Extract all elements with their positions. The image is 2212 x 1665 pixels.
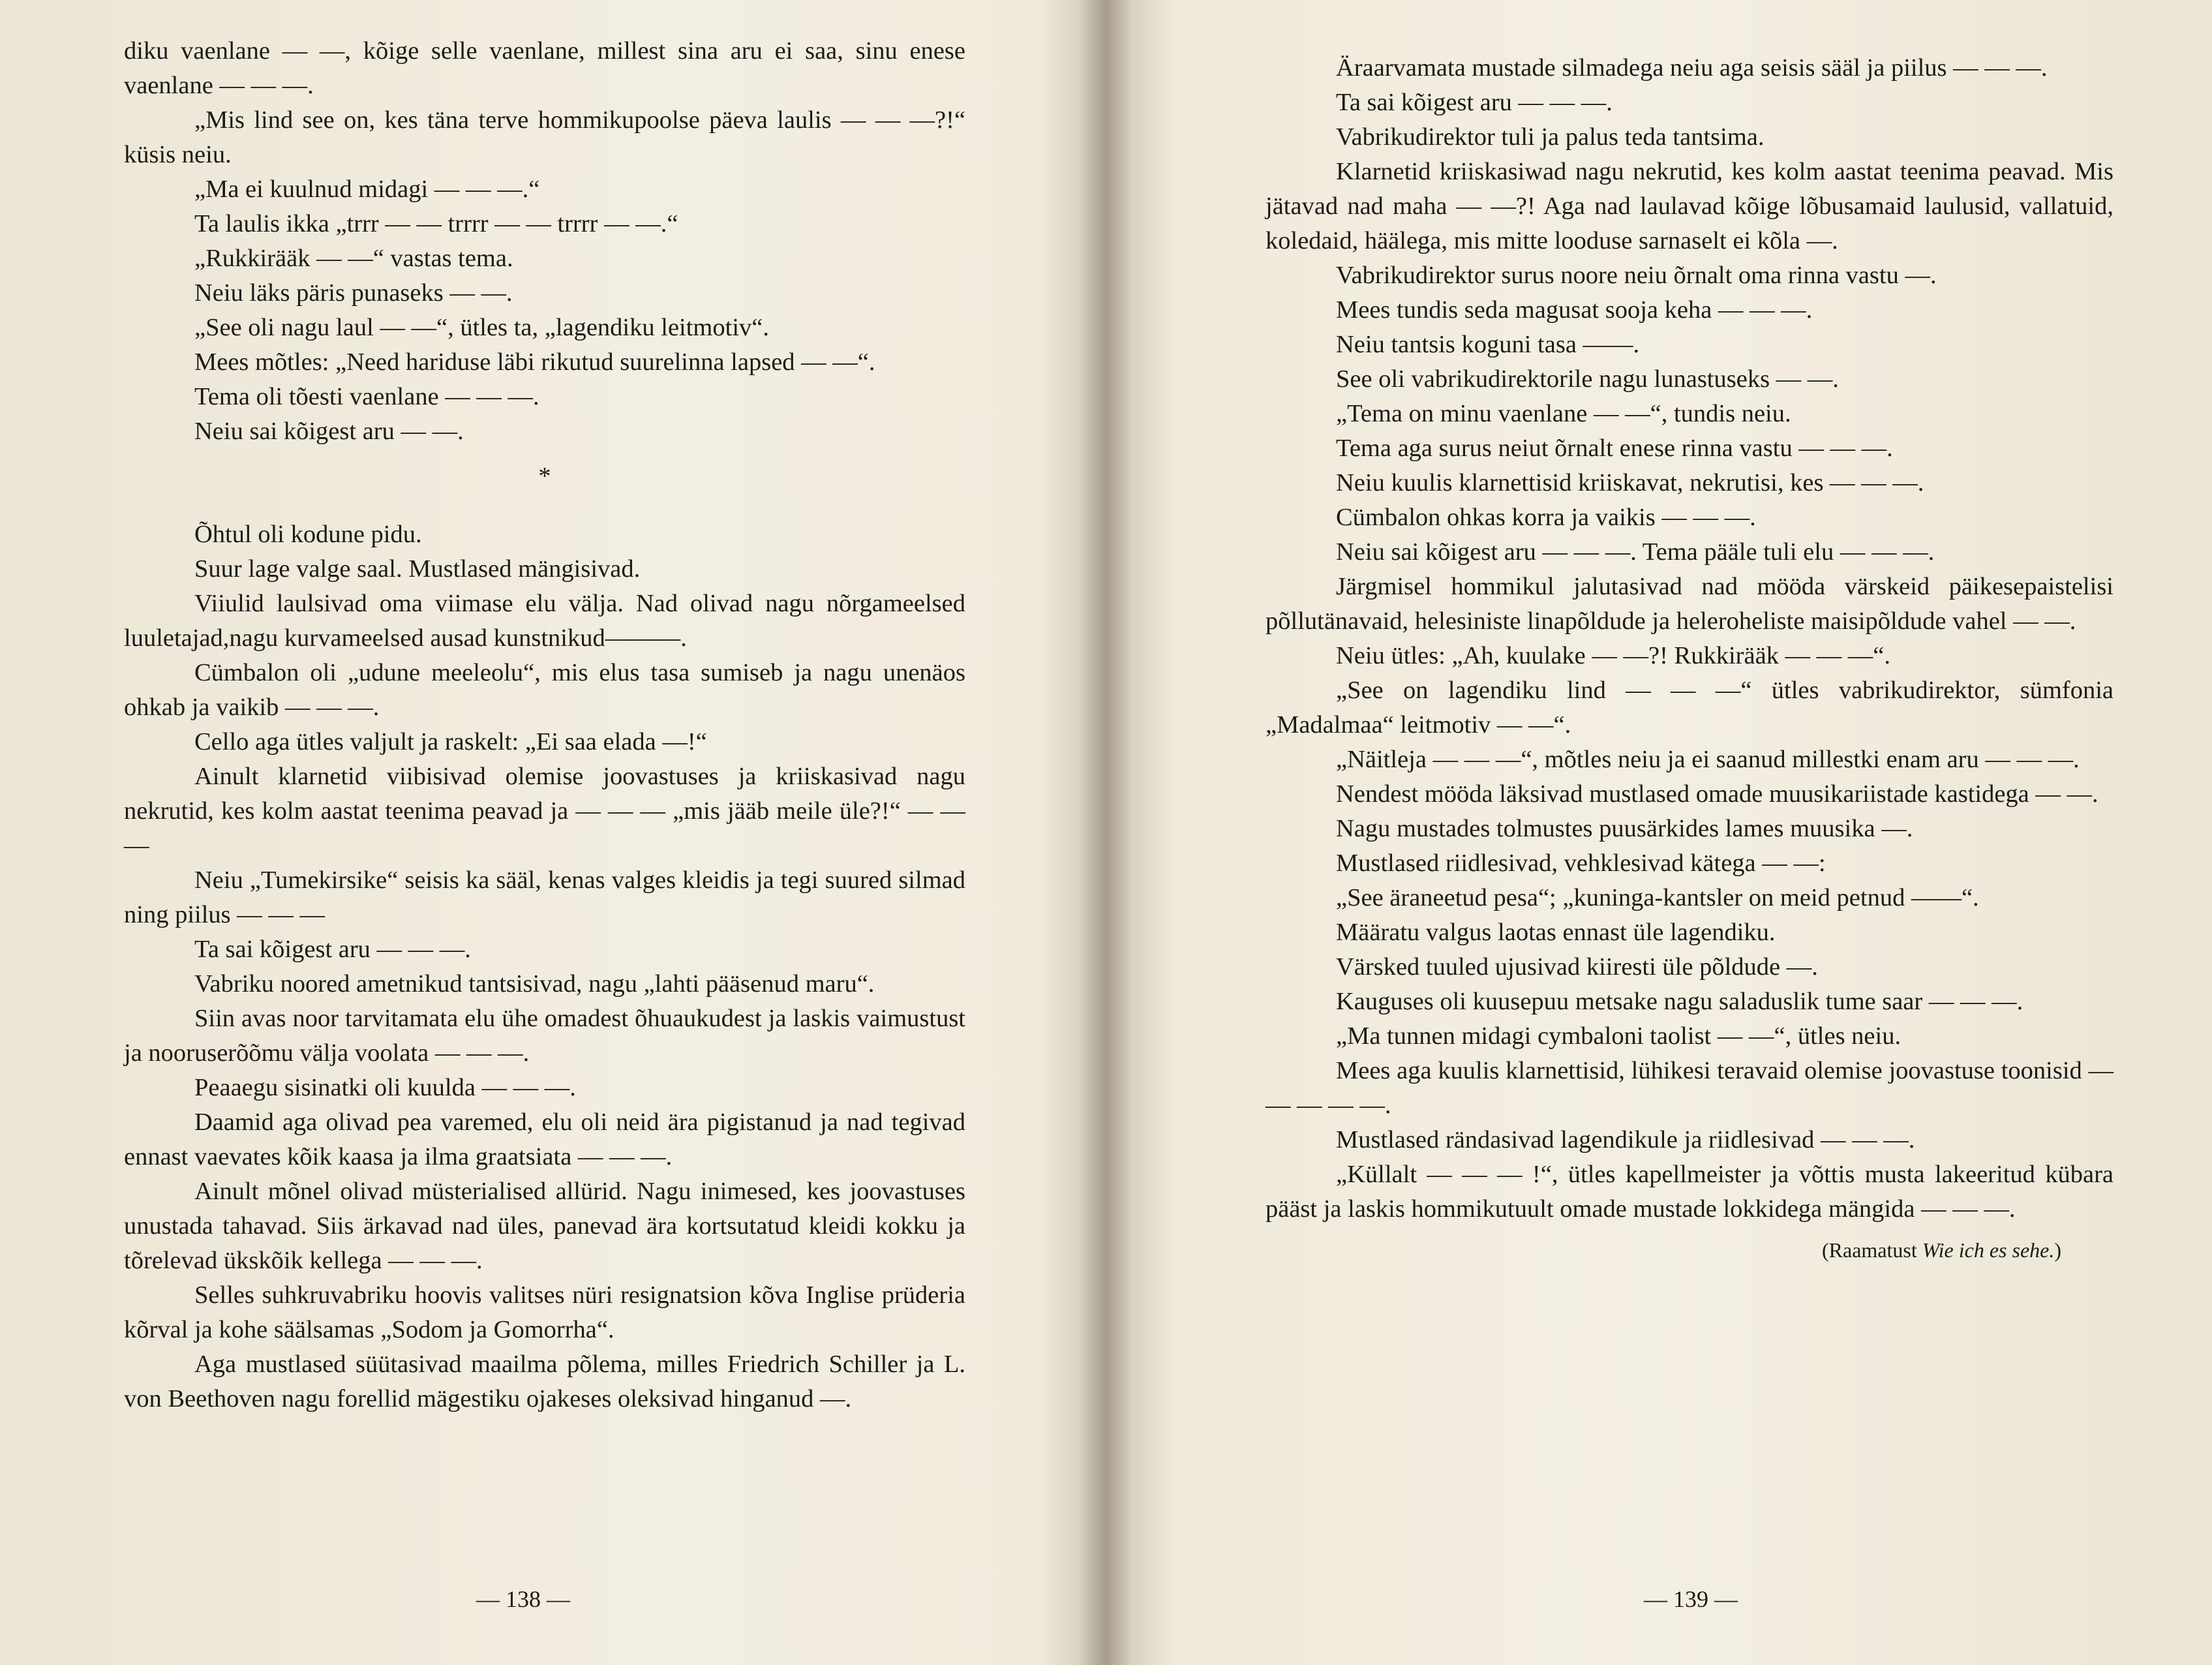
paragraph: Värsked tuuled ujusivad kiiresti üle põldude —. bbox=[1336, 953, 1818, 981]
paragraph: „Ma ei kuulnud midagi — — —.“ bbox=[194, 176, 540, 203]
paragraph: Järgmisel hommikul jalutasivad nad mööda värskeid päikesepaistelisi põllutänavaid, helesiniste linapõldude ja heleroheliste maisipõldude vahel — —. bbox=[1265, 573, 2114, 635]
paragraph: Ainult mõnel olivad müsterialised allürid. Nagu inimesed, kes joovastuses unustada tahavad. Siis ärkavad nad üles, panevad ära kortsutatud kleidi kokku ja tõrelevad ükskõik kellega — — —. bbox=[124, 1178, 965, 1274]
paragraph: Aga mustlased süütasivad maailma põlema, milles Friedrich Schiller ja L. von Beethoven nagu forellid mägestiku ojakeses oleksivad hinganud —. bbox=[124, 1351, 965, 1413]
paragraph: „See äraneetud pesa“; „kuninga-kantsler on meid petnud ——“. bbox=[1336, 884, 1979, 911]
paragraph: Õhtul oli kodune pidu. bbox=[194, 521, 422, 548]
source-suffix: ) bbox=[2054, 1238, 2061, 1262]
left-page bbox=[0, 0, 1102, 1665]
paragraph: Cello aga ütles valjult ja raskelt: „Ei saa elada —!“ bbox=[194, 728, 707, 756]
source-title: Wie ich es sehe. bbox=[1922, 1238, 2055, 1262]
paragraph: Tema aga surus neiut õrnalt enese rinna vastu — — —. bbox=[1336, 435, 1893, 462]
paragraph: Neiu tantsis koguni tasa ——. bbox=[1336, 331, 1640, 358]
paragraph: Nendest mööda läksivad mustlased omade muusikariistade kastidega — —. bbox=[1336, 780, 2098, 808]
paragraph: Vabrikudirektor surus noore neiu õrnalt oma rinna vastu —. bbox=[1336, 262, 1937, 289]
paragraph: Vabriku noored ametnikud tantsisivad, nagu „lahti pääsenud maru“. bbox=[194, 970, 875, 998]
paragraph: Neiu sai kõigest aru — — —. Tema pääle tuli elu — — —. bbox=[1336, 538, 1935, 566]
paragraph: Neiu kuulis klarnettisid kriiskavat, nekrutisi, kes — — —. bbox=[1336, 469, 1924, 496]
left-page-text bbox=[124, 34, 965, 1416]
paragraph: Selles suhkruvabriku hoovis valitses nüri resignatsion kõva Inglise prüderia kõrval ja kohe säälsamas „Sodom ja Gomorrha“. bbox=[124, 1281, 965, 1343]
paragraph: Määratu valgus laotas ennast üle lagendiku. bbox=[1336, 919, 1776, 946]
paragraph: Viiulid laulsivad oma viimase elu välja. Nad olivad nagu nõrgameelsed luuletajad,nagu kurvameelsed ausad kunstnikud———. bbox=[124, 590, 965, 652]
paragraph: Peaaegu sisinatki oli kuulda — — —. bbox=[194, 1074, 576, 1101]
source-prefix: (Raamatust bbox=[1822, 1238, 1922, 1262]
paragraph: Ainult klarnetid viibisivad olemise joovastuses ja kriiskasivad nagu nekrutid, kes kolm aastat teenima peavad ja — — — „mis jääb meile üle?!“ — — — bbox=[124, 763, 965, 859]
paragraph: Ta sai kõigest aru — — —. bbox=[1336, 89, 1613, 116]
paragraph: Mustlased rändasivad lagendikule ja riidlesivad — — —. bbox=[1336, 1126, 1915, 1153]
paragraph: Vabrikudirektor tuli ja palus teda tantsima. bbox=[1336, 123, 1765, 151]
paragraph: Äraarvamata mustade silmadega neiu aga seisis sääl ja piilus — — —. bbox=[1336, 54, 2048, 82]
paragraph: Mustlased riidlesivad, vehklesivad kätega — —: bbox=[1336, 849, 1826, 877]
paragraph: Ta laulis ikka „trrr — — trrrr — — trrrr — —.“ bbox=[194, 210, 678, 237]
paragraph: Cümbalon ohkas korra ja vaikis — — —. bbox=[1336, 504, 1756, 531]
paragraph: „See on lagendiku lind — — —“ ütles vabrikudirektor, sümfonia „Madalmaa“ leitmotiv — —“. bbox=[1265, 677, 2114, 739]
paragraph: „See oli nagu laul — —“, ütles ta, „lagendiku leitmotiv“. bbox=[194, 314, 769, 341]
paragraph: „Tema on minu vaenlane — —“, tundis neiu. bbox=[1336, 400, 1791, 427]
paragraph: Tema oli tõesti vaenlane — — —. bbox=[194, 383, 539, 410]
paragraph: Neiu ütles: „Ah, kuulake — —?! Rukkirääk — — —“. bbox=[1336, 642, 1891, 669]
paragraph: Neiu läks päris punaseks — —. bbox=[194, 279, 513, 307]
source-attribution bbox=[1265, 1233, 2114, 1268]
left-page-number: — 138 — bbox=[476, 1586, 570, 1612]
paragraph: Cümbalon oli „udune meeleolu“, mis elus tasa sumiseb ja nagu unenäos ohkab ja vaikib — — —. bbox=[124, 659, 965, 721]
paragraph: See oli vabrikudirektorile nagu lunastuseks — —. bbox=[1336, 365, 1839, 393]
paragraph: diku vaenlane — —, kõige selle vaenlane, millest sina aru ei saa, sinu enese vaenlane — — —. bbox=[124, 37, 965, 99]
paragraph: Suur lage valge saal. Mustlased mängisivad. bbox=[194, 555, 641, 583]
paragraph: Nagu mustades tolmustes puusärkides lames muusika —. bbox=[1336, 815, 1913, 842]
paragraph: Daamid aga olivad pea varemed, elu oli neid ära pigistanud ja nad tegivad ennast vaevates kõik kaasa ja ilma graatsiata — — —. bbox=[124, 1108, 965, 1170]
right-page-text bbox=[1265, 51, 2114, 1268]
section-break: * bbox=[538, 463, 551, 490]
paragraph: Mees tundis seda magusat sooja keha — — —. bbox=[1336, 296, 1813, 324]
paragraph: „Küllalt — — — !“, ütles kapellmeister ja võttis musta lakeeritud kübara pääst ja laskis hommikutuult omade mustade lokkidega mängida — — —. bbox=[1265, 1161, 2114, 1223]
paragraph: Neiu sai kõigest aru — —. bbox=[194, 418, 464, 445]
right-page bbox=[1109, 0, 2212, 1665]
paragraph: Klarnetid kriiskasiwad nagu nekrutid, kes kolm aastat teenima peavad. Mis jätavad nad maha — —?! Aga nad laulavad kõige lõbusamaid laulusid, vallatuid, koledaid, häälega, mis mitte looduse sarnaselt ei kõla —. bbox=[1265, 158, 2114, 254]
paragraph: „Rukkirääk — —“ vastas tema. bbox=[194, 245, 513, 272]
paragraph: „Ma tunnen midagi cymbaloni taolist — —“, ütles neiu. bbox=[1336, 1022, 1901, 1050]
paragraph: „Mis lind see on, kes täna terve hommikupoolse päeva laulis — — —?!“ küsis neiu. bbox=[124, 106, 965, 168]
right-page-number: — 139 — bbox=[1644, 1586, 1738, 1612]
paragraph: Mees aga kuulis klarnettisid, lühikesi teravaid olemise joovastuse toonisid — — — — —. bbox=[1265, 1057, 2114, 1119]
paragraph: Kauguses oli kuusepuu metsake nagu saladuslik tume saar — — —. bbox=[1336, 988, 2023, 1015]
paragraph: „Näitleja — — —“, mõtles neiu ja ei saanud millestki enam aru — — —. bbox=[1336, 746, 2080, 773]
paragraph: Mees mõtles: „Need hariduse läbi rikutud suurelinna lapsed — —“. bbox=[194, 348, 875, 376]
paragraph: Neiu „Tumekirsike“ seisis ka sääl, kenas valges kleidis ja tegi suured silmad ning piilus — — — bbox=[124, 866, 965, 928]
paragraph: Ta sai kõigest aru — — —. bbox=[194, 936, 471, 963]
paragraph: Siin avas noor tarvitamata elu ühe omadest õhuaukudest ja laskis vaimustust ja nooruserõõmu välja voolata — — —. bbox=[124, 1005, 965, 1067]
